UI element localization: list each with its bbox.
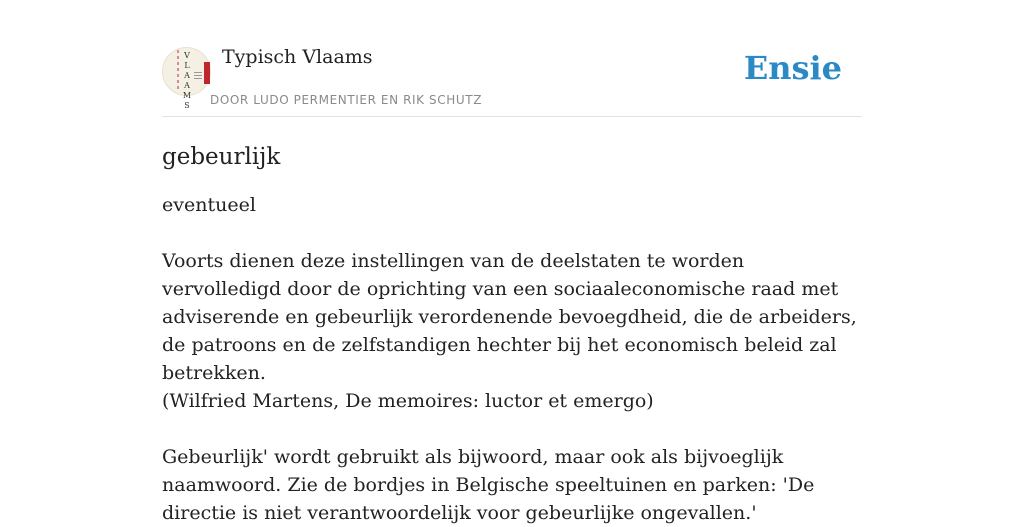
cover-text-lines (194, 72, 202, 80)
cover-red-bar (204, 62, 210, 84)
dictionary-authors: DOOR LUDO PERMENTIER EN RIK SCHUTZ (210, 93, 483, 107)
example-source: (Wilfried Martens, De memoires: luctor et emergo) (162, 390, 654, 412)
dictionary-cover-image[interactable] (162, 47, 211, 110)
cover-lettering: V L A A M S (182, 51, 192, 110)
ensie-logo-link[interactable]: Ensie (743, 49, 842, 87)
entry-definition: eventueel (162, 194, 256, 216)
entry-word: gebeurlijk (162, 144, 281, 170)
spacer (162, 415, 862, 443)
cover-decoration (177, 50, 179, 92)
usage-note: Gebeurlijk' wordt gebruikt als bijwoord, maar ook als bijvoeglijk naamwoord. Zie de bordjes in Belgische speeltuinen en parken: 'De directie is niet verantwoordelijk voor gebeurlijke ongevallen.' (162, 446, 815, 524)
dictionary-title[interactable]: Typisch Vlaams (222, 46, 373, 68)
example-quote: Voorts dienen deze instellingen van de deelstaten te worden vervolledigd door de oprichting van een sociaaleconomische raad met adviserende en gebeurlijk verordenende bevoegdheid, die de arbeiders, de patroons en de zelfstandigen hechter bij het economisch beleid zal betrekken. (162, 250, 857, 384)
spacer (162, 219, 862, 247)
dictionary-header (162, 0, 862, 117)
entry-card (162, 0, 862, 527)
